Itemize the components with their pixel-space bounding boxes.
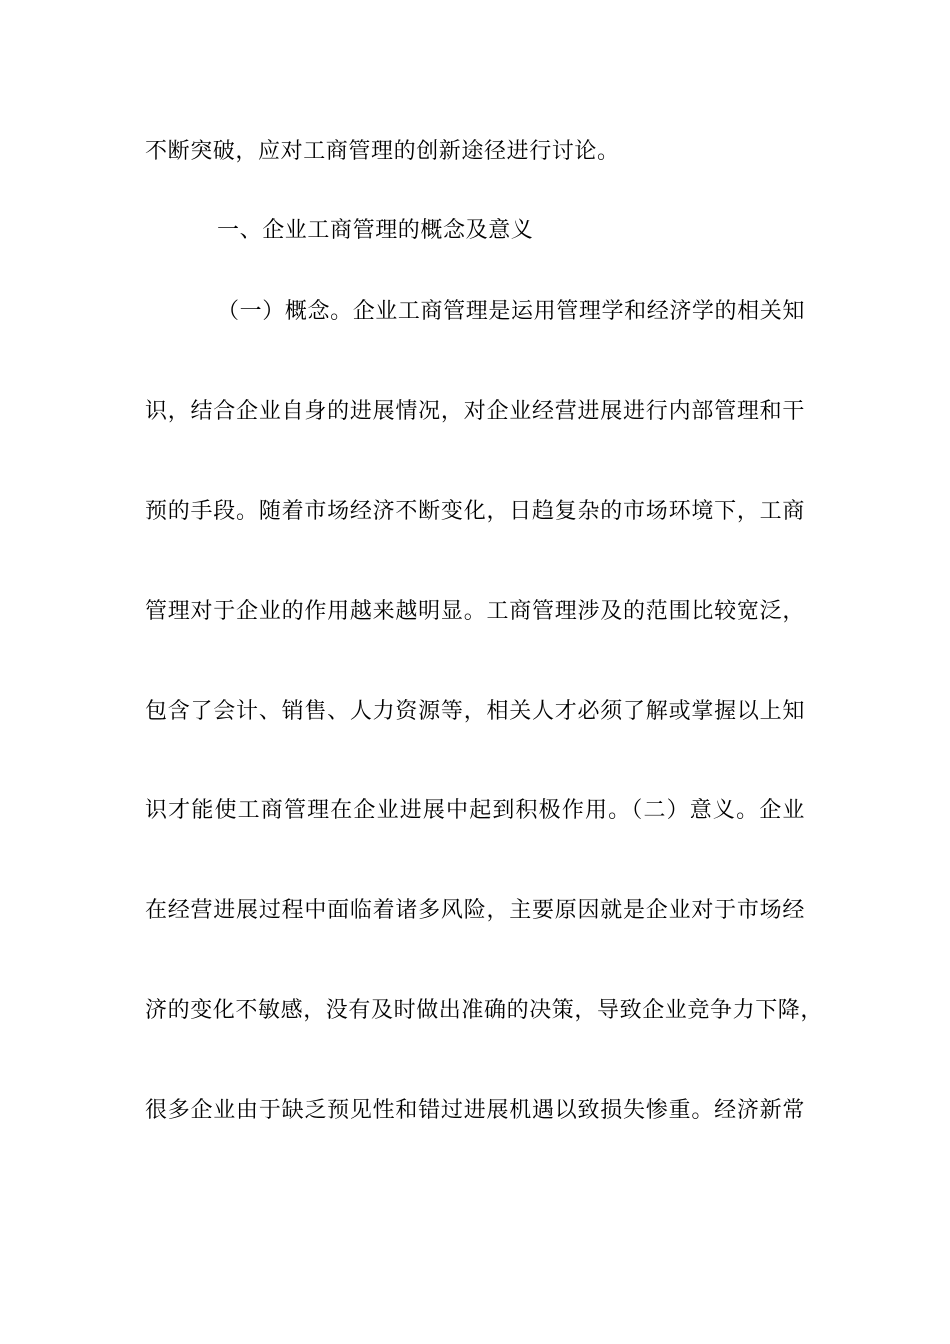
paragraph-line: 济的变化不敏感，没有及时做出准确的决策，导致企业竞争力下降， xyxy=(145,998,824,1023)
paragraph-line: 在经营进展过程中面临着诸多风险，主要原因就是企业对于市场经 xyxy=(145,898,805,923)
paragraph-line: 很多企业由于缺乏预见性和错过进展机遇以致损失惨重。经济新常 xyxy=(145,1098,805,1123)
paragraph-line: 识，结合企业自身的进展情况，对企业经营进展进行内部管理和干 xyxy=(145,399,805,424)
paragraph-line-continuation: 不断突破，应对工商管理的创新途径进行讨论。 xyxy=(145,139,620,164)
section-heading: 一、企业工商管理的概念及意义 xyxy=(217,218,534,243)
paragraph-line: 包含了会计、销售、人力资源等，相关人才必须了解或掌握以上知 xyxy=(145,699,805,724)
paragraph-line: 识才能使工商管理在企业进展中起到积极作用。（二）意义。企业 xyxy=(145,798,805,823)
paragraph-line-first: （一）概念。企业工商管理是运用管理学和经济学的相关知 xyxy=(217,299,805,324)
paragraph-line: 预的手段。随着市场经济不断变化，日趋复杂的市场环境下，工商 xyxy=(145,499,805,524)
paragraph-line: 管理对于企业的作用越来越明显。工商管理涉及的范围比较宽泛， xyxy=(145,599,805,624)
